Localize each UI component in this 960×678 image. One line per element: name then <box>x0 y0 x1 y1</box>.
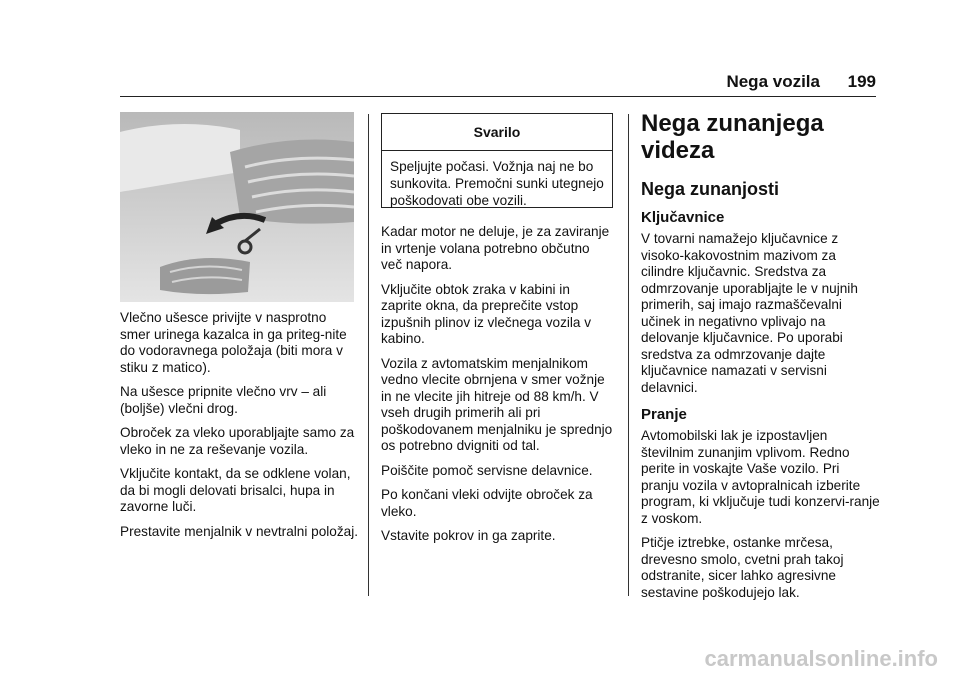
paragraph: Prestavite menjalnik v nevtralni položaj. <box>120 523 359 539</box>
paragraph: Po končani vleki odvijte obroček za vleko. <box>381 487 593 519</box>
paragraph: Vstavite pokrov in ga zaprite. <box>381 528 556 543</box>
paragraph: Ptičje iztrebke, ostanke mrčesa, drevesno smolo, cvetni prah takoj odstranite, sicer lahko agresivne sestavine poškodujejo lak. <box>641 535 844 600</box>
subheading-locks: Ključavnice <box>641 209 725 226</box>
paragraph: Obroček za vleko uporabljajte samo za vleko in ne za reševanje vozila. <box>120 425 355 457</box>
paragraph: Na ušesce pripnite vlečno vrv – ali (boljše) vlečni drog. <box>120 384 327 416</box>
column-1 <box>120 310 360 548</box>
main-heading: Nega zunanjega videza <box>641 110 824 164</box>
paragraph: Vozila z avtomatskim menjalnikom vedno vlecite obrnjena v smer vožnje in ne vlecite jih hitreje od 88 km/h. V vseh drugih primerih ali pri poškodovanem menjalniku je sprednjo os potrebno dvigniti od tal. <box>381 355 613 453</box>
section-heading: Nega zunanjosti <box>641 179 780 199</box>
column-divider-1 <box>368 114 369 596</box>
column-2 <box>381 224 613 553</box>
paragraph: Vključite obtok zraka v kabini in zaprite okna, da preprečite vstop izpušnih plinov iz vlečnega vozila v kabino. <box>381 281 592 346</box>
warning-title: Svarilo <box>473 124 521 140</box>
paragraph: V tovarni namažejo ključavnice z visoko-kakovostnim mazivom za cilindre ključavnic. Sredstva za odmrzovanje uporabljajte le v nujnih primerih, saj imajo razmaščevalni učinek in negativno vplivajo na delovanje ključavnice. Po uporabi sredstva za odmrzovanje dajte ključavnice namazati v servisni delavnici. <box>641 231 858 395</box>
page-header <box>120 70 876 100</box>
paragraph: Vlečno ušesce privijte v nasprotno smer urinega kazalca in ga priteg-nite do vodoravnega položaja (biti mora v stiku z matico). <box>120 310 347 375</box>
paragraph: Avtomobilski lak je izpostavljen številnim zunanjim vplivom. Redno perite in voskajte Vaše vozilo. Pri pranju vozila v avtopralnicah izberite program, ki vključuje tudi konzervi-ranje z voskom. <box>641 428 880 526</box>
subheading-washing: Pranje <box>641 406 687 423</box>
column-divider-2 <box>628 114 629 596</box>
towing-eye-illustration <box>120 112 354 302</box>
header-rule <box>120 96 876 97</box>
column-3 <box>641 110 881 609</box>
car-front-illustration <box>120 112 354 302</box>
warning-text: Speljujte počasi. Vožnja naj ne bo sunkovita. Premočni sunki utegnejo poškodovati obe vozili. <box>390 159 604 208</box>
section-title: Nega vozila <box>726 72 820 91</box>
watermark: carmanualsonline.info <box>704 646 938 671</box>
page-number: 199 <box>847 72 876 91</box>
paragraph: Vključite kontakt, da se odklene volan, da bi mogli delovati brisalci, hupa in zavorne luči. <box>120 466 351 514</box>
paragraph: Poiščite pomoč servisne delavnice. <box>381 462 593 478</box>
paragraph: Kadar motor ne deluje, je za zaviranje in vrtenje volana potrebno občutno več napora. <box>381 224 610 272</box>
warning-box <box>381 113 613 208</box>
